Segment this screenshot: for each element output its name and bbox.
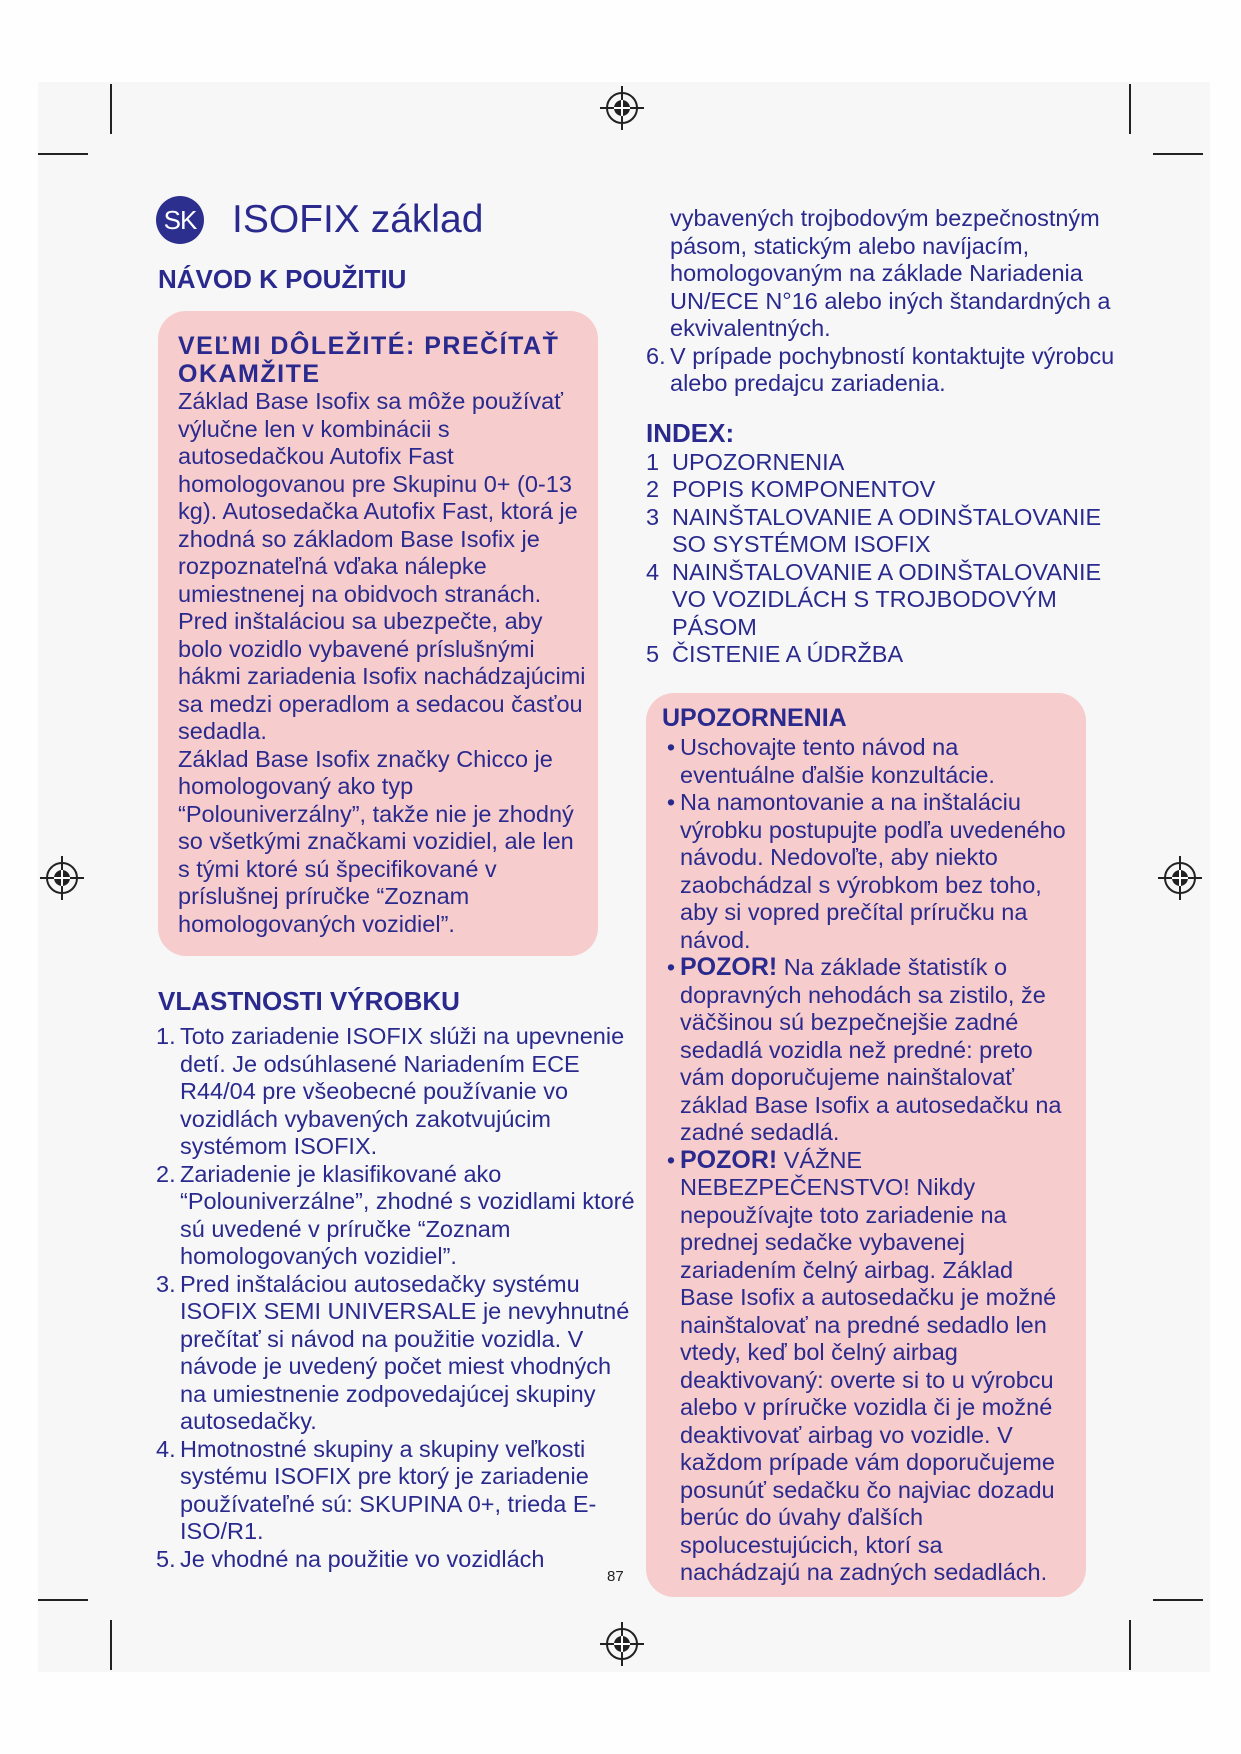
crop-mark — [38, 1599, 88, 1601]
crop-mark — [1153, 153, 1203, 155]
list-item: 2. Zariadenie je klasifikované ako “Polouniverzálne”, zhodné s vozidlami ktoré sú uvedené v príručke “Zoznam homologovaných vozidiel”. — [156, 1160, 635, 1269]
index-item: 5 ČISTENIE A ÚDRŽBA — [646, 641, 904, 667]
list-item: 6. V prípade pochybností kontaktujte výrobcu alebo predajcu zariadenia. — [646, 342, 1115, 396]
index-item: 2 POPIS KOMPONENTOV — [646, 476, 936, 502]
manual-heading: NÁVOD K POUŽITIU — [158, 264, 407, 294]
crop-mark — [1129, 84, 1131, 134]
list-item: • POZOR! Na základe štatistík o dopravných nehodách sa zistilo, že väčšinou sú bezpečnejšie zadné sedadlá vozidla než predné: preto vám doporučujeme nainštalovať základ Base Isofix a autosedačku na zadné sedadlá. — [666, 953, 1062, 1145]
index-list — [646, 449, 1124, 669]
warnings-list — [662, 734, 1066, 1587]
list-item: 1. Toto zariadenie ISOFIX slúži na upevnenie detí. Je odsúhlasené Nariadením ECE R44/04 pre všeobecné používanie vo vozidlách vybavených zakotvujúcim systémom ISOFIX. — [156, 1023, 625, 1159]
crop-mark — [1153, 1599, 1203, 1601]
warning-label: POZOR! — [680, 953, 778, 981]
list-item: • Uschovajte tento návod na eventuálne ďalšie konzultácie. — [666, 734, 995, 788]
registration-mark-icon — [40, 856, 84, 900]
registration-mark-icon — [600, 86, 644, 130]
important-heading: VEĽMI DÔLEŽITÉ: PREČÍTAŤ OKAMŽITE — [178, 332, 560, 388]
feature-5-continued: vybavených trojbodovým bezpečnostným pásom, statickým alebo navíjacím, homologovaným na základe Nariadenia UN/ECE N°16 alebo iných štandardných a ekvivalentných. — [670, 205, 1111, 341]
crop-mark — [110, 1620, 112, 1670]
page-header — [156, 190, 643, 250]
index-item: 1 UPOZORNENIA — [646, 448, 845, 475]
important-notice-box — [158, 311, 598, 956]
important-paragraph: Základ Base Isofix značky Chicco je homologovaný ako typ “Polouniverzálny”, takže nie je zhodný so všetkými značkami vozidiel, ale len s tými ktoré sú špecifikované v príslušnej príručke “Zoznam homologovaných vozidiel”. — [178, 745, 574, 937]
warnings-box — [646, 693, 1086, 1597]
crop-mark — [110, 84, 112, 134]
page-number: 87 — [607, 1568, 624, 1585]
list-item: 4. Hmotnostné skupiny a skupiny veľkosti systému ISOFIX pre ktorý je zariadenie používateľné sú: SKUPINA 0+, trieda E- ISO/R1. — [156, 1435, 597, 1544]
features-list-continued — [646, 343, 1124, 398]
left-column — [158, 190, 643, 1573]
page-title: ISOFIX základ — [232, 198, 484, 241]
important-paragraph: Základ Base Isofix sa môže používať výlučne len v kombinácii s autosedačkou Autofix Fast homologovanou pre Skupinu 0+ (0-13 kg). Autosedačka Autofix Fast, ktorá je zhodná so základom Base Isofix je rozpoznateľná vďaka nálepke umiestnenej na obidvoch stranách. — [178, 388, 578, 607]
features-list — [156, 1023, 643, 1573]
registration-mark-icon — [1158, 856, 1202, 900]
crop-mark — [1129, 1620, 1131, 1670]
right-column — [646, 205, 1124, 1597]
warning-label: POZOR! — [680, 1145, 778, 1174]
important-paragraph: Pred inštaláciou sa ubezpečte, aby bolo vozidlo vybavené príslušnými hákmi zariadenia Isofix nachádzajúcimi sa medzi operadlom a sedacou časťou sedadla. — [178, 608, 586, 744]
list-item: 3. Pred inštaláciou autosedačky systému ISOFIX SEMI UNIVERSALE je nevyhnutné prečítať si návod na použitie vozidla. V návode je uvedený počet miest vhodných na umiestnenie zodpovedajúcej skupiny autosedačky. — [156, 1270, 630, 1434]
crop-mark — [38, 153, 88, 155]
list-item: • POZOR! VÁŽNE NEBEZPEČENSTVO! Nikdy nepoužívajte toto zariadenie na prednej sedačke vybavenej zariadením čelný airbag. Základ Base Isofix a autosedačku je možné nainštalovať na predné sedadlo len vtedy, keď bol čelný airbag deaktivovaný: overte si to u výrobcu alebo v príručke vozidla či je možné deaktivovať airbag vo vozidle. V každom prípade vám doporučujeme posunúť sedačku čo najviac dozadu berúc do úvahy ďalších spolucestujúcich, ktorí sa nachádzajú na zadných sedadlách. — [666, 1145, 1057, 1585]
list-item: 5. Je vhodné na použitie vo vozidlách — [156, 1545, 545, 1572]
warnings-heading: UPOZORNENIA — [662, 703, 847, 732]
index-item: 4 NAINŠTALOVANIE A ODINŠTALOVANIE VO VOZIDLÁCH S TROJBODOVÝM PÁSOM — [646, 558, 1102, 640]
language-badge: SK — [156, 196, 204, 244]
features-heading: VLASTNOSTI VÝROBKU — [158, 986, 460, 1016]
index-item: 3 NAINŠTALOVANIE A ODINŠTALOVANIE SO SYSTÉMOM ISOFIX — [646, 503, 1102, 557]
list-item: • Na namontovanie a na inštaláciu výrobku postupujte podľa uvedeného návodu. Nedovoľte, aby niekto zaobchádzal s výrobkom bez toho, aby si vopred prečítal príručku na návod. — [666, 789, 1066, 953]
index-heading: INDEX: — [646, 417, 735, 448]
registration-mark-icon — [600, 1622, 644, 1666]
